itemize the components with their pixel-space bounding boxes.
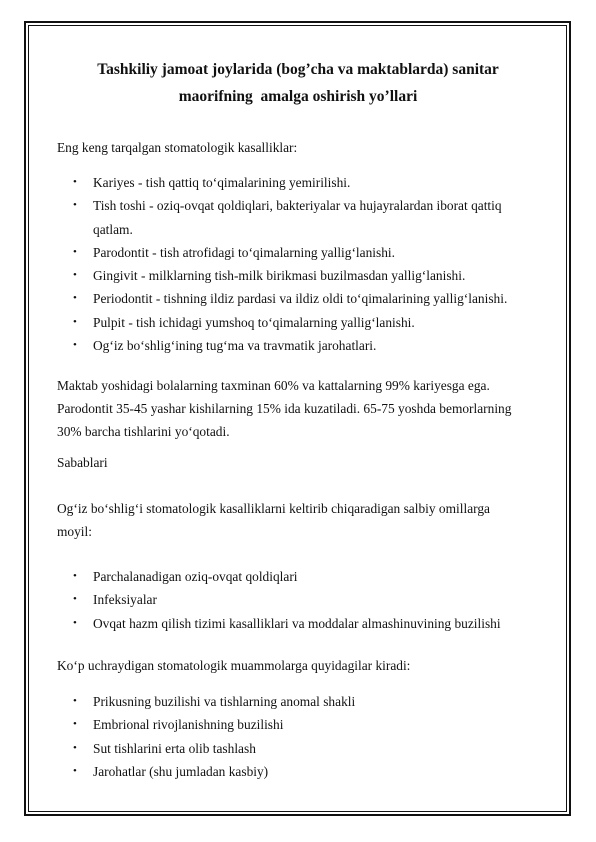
list-item: • Parodontit - tish atrofidagi to‘qimalarning yallig‘lanishi. — [57, 241, 507, 264]
common-problems-list — [57, 690, 355, 783]
stats-line: 30% barcha tishlarini yo‘qotadi. — [57, 424, 230, 439]
list-item: • Gingivit - milklarning tish-milk birikmasi buzilmasdan yallig‘lanishi. — [57, 264, 507, 287]
list-item: • Kariyes - tish qattiq to‘qimalarining yemirilishi. — [57, 171, 507, 194]
list-item: • Jarohatlar (shu jumladan kasbiy) — [57, 760, 355, 783]
list-item: • Embrional rivojlanishning buzilishi — [57, 713, 355, 736]
bullet-icon: • — [73, 718, 77, 731]
bullet-icon: • — [73, 245, 77, 258]
bullet-icon: • — [73, 339, 77, 352]
list-item: • Prikusning buzilishi va tishlarning anomal shakli — [57, 690, 355, 713]
list-item: • Periodontit - tishning ildiz pardasi va ildiz oldi to‘qimalarining yallig‘lanishi. — [57, 287, 507, 310]
diseases-list — [57, 171, 507, 357]
list-item: • Og‘iz bo‘shlig‘ining tug‘ma va travmatik jarohatlari. — [57, 334, 507, 357]
title-line-1: Tashkiliy jamoat joylarida (bog’cha va maktablarda) sanitar — [97, 61, 499, 78]
list-item: • Ovqat hazm qilish tizimi kasalliklari va moddalar almashinuvining buzilishi — [57, 612, 501, 635]
list-item: • Infeksiyalar — [57, 588, 501, 611]
stats-paragraph — [57, 374, 511, 443]
bullet-icon: • — [73, 199, 77, 212]
diseases-intro: Eng keng tarqalgan stomatologik kasalliklar: — [57, 140, 298, 155]
common-problems-intro: Ko‘p uchraydigan stomatologik muammolarga quyidagilar kiradi: — [57, 658, 411, 673]
document-title — [40, 56, 556, 110]
bullet-icon: • — [73, 292, 77, 305]
bullet-icon: • — [73, 616, 77, 629]
causes-list — [57, 565, 501, 635]
bullet-icon: • — [73, 695, 77, 707]
list-item: • Pulpit - tish ichidagi yumshoq to‘qimalarning yallig‘lanishi. — [57, 311, 507, 334]
causes-heading: Sabablari — [57, 455, 108, 470]
bullet-icon: • — [73, 570, 77, 582]
stats-line: Parodontit 35-45 yashar kishilarning 15% ida kuzatiladi. 65-75 yoshda bemorlarning — [57, 401, 512, 416]
list-item: • Tish toshi - oziq-ovqat qoldiqlari, bakteriyalar va hujayralardan iborat qattiq qatlam. — [57, 194, 507, 241]
bullet-icon: • — [73, 764, 77, 777]
bullet-icon: • — [73, 593, 77, 606]
causes-intro: Og‘iz bo‘shlig‘i stomatologik kasalliklarni keltirib chiqaradigan salbiy omillarga moyil: — [57, 501, 490, 539]
list-item: • Parchalanadigan oziq-ovqat qoldiqlari — [57, 565, 501, 588]
title-line-2: maorifning amalga oshirish yo’llari — [178, 88, 418, 105]
stats-line: Maktab yoshidagi bolalarning taxminan 60% va kattalarning 99% kariyesga ega. — [57, 378, 490, 393]
bullet-icon: • — [73, 176, 77, 188]
bullet-icon: • — [73, 315, 77, 328]
list-item: • Sut tishlarini erta olib tashlash — [57, 737, 355, 760]
bullet-icon: • — [73, 269, 77, 282]
bullet-icon: • — [73, 741, 77, 754]
